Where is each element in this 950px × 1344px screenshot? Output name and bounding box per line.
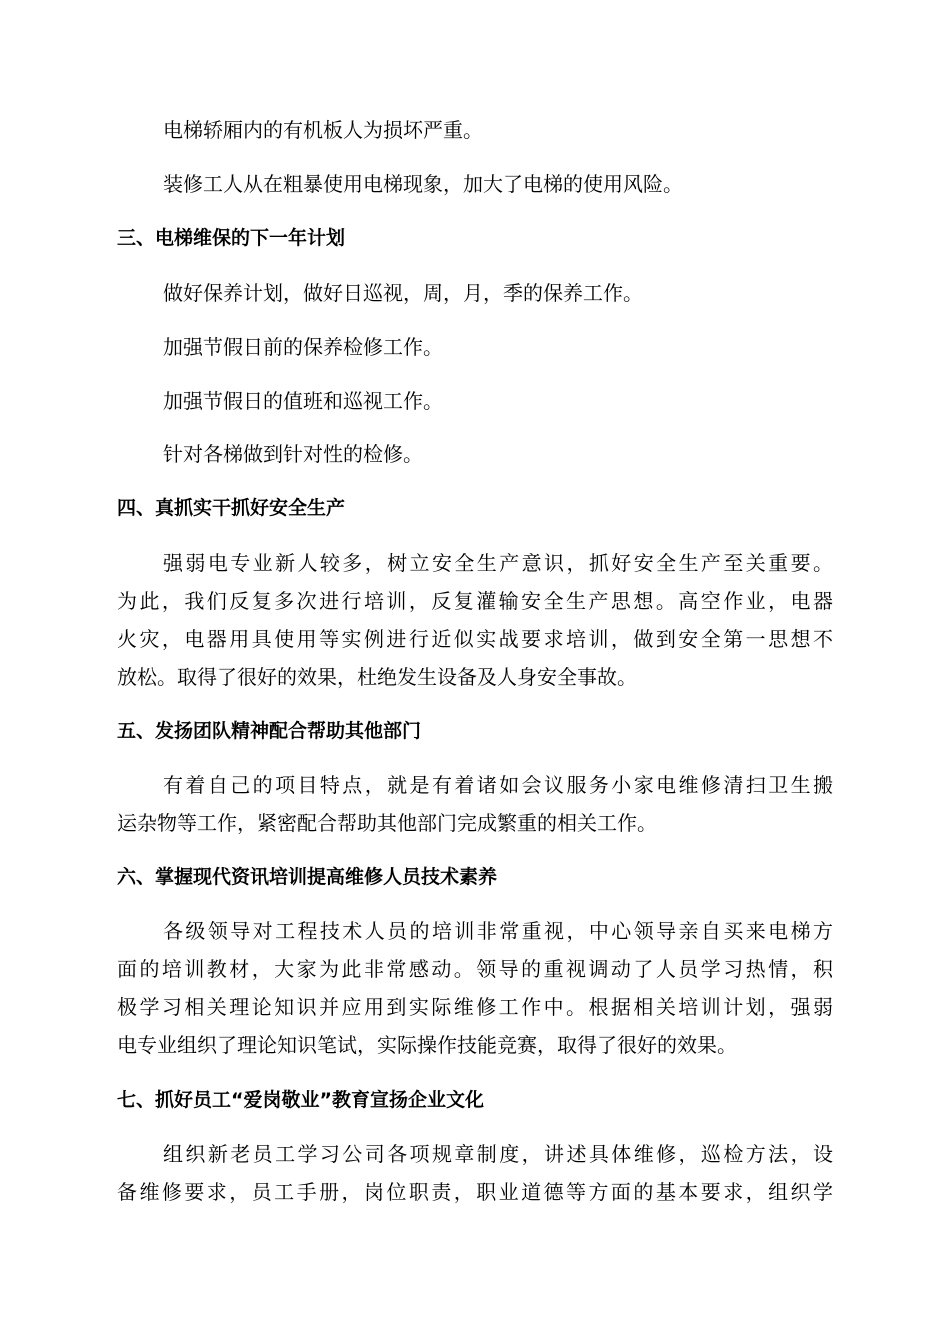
paragraph-line: 各级领导对工程技术人员的培训非常重视，中心领导亲自买来电梯方 (163, 919, 833, 943)
paragraph-line: 电专业组织了理论知识笔试，实际操作技能竞赛，取得了很好的效果。 (117, 1033, 737, 1057)
paragraph-line: 强弱电专业新人较多，树立安全生产意识，抓好安全生产至关重要。 (163, 551, 833, 575)
paragraph-line: 做好保养计划，做好日巡视，周，月，季的保养工作。 (163, 281, 643, 305)
paragraph-line: 有着自己的项目特点，就是有着诸如会议服务小家电维修清扫卫生搬 (163, 773, 833, 797)
paragraph-line: 极学习相关理论知识并应用到实际维修工作中。根据相关培训计划，强弱 (117, 995, 833, 1019)
section-heading-6: 六、掌握现代资讯培训提高维修人员技术素养 (117, 866, 498, 888)
section-heading-7: 七、抓好员工“爱岗敬业”教育宣扬企业文化 (117, 1089, 484, 1111)
paragraph-line: 加强节假日前的保养检修工作。 (163, 335, 443, 359)
paragraph-line: 为此，我们反复多次进行培训，反复灌输安全生产思想。高空作业，电器 (117, 589, 833, 613)
paragraph-line: 备维修要求，员工手册，岗位职责，职业道德等方面的基本要求，组织学 (117, 1180, 833, 1204)
section-heading-4: 四、真抓实干抓好安全生产 (117, 497, 346, 519)
paragraph-line: 运杂物等工作，紧密配合帮助其他部门完成繁重的相关工作。 (117, 811, 657, 835)
paragraph-line: 组织新老员工学习公司各项规章制度，讲述具体维修，巡检方法，设 (163, 1142, 833, 1166)
section-heading-3: 三、电梯维保的下一年计划 (117, 227, 346, 249)
paragraph-line: 放松。取得了很好的效果，杜绝发生设备及人身安全事故。 (117, 665, 637, 689)
paragraph-line: 火灾，电器用具使用等实例进行近似实战要求培训，做到安全第一思想不 (117, 627, 833, 651)
section-heading-5: 五、发扬团队精神配合帮助其他部门 (117, 720, 422, 742)
paragraph-line: 针对各梯做到针对性的检修。 (163, 442, 423, 466)
paragraph-line: 面的培训教材，大家为此非常感动。领导的重视调动了人员学习热情，积 (117, 957, 833, 981)
paragraph-line: 电梯轿厢内的有机板人为损坏严重。 (163, 118, 483, 142)
paragraph-line: 加强节假日的值班和巡视工作。 (163, 389, 443, 413)
paragraph-line: 装修工人从在粗暴使用电梯现象，加大了电梯的使用风险。 (163, 172, 683, 196)
